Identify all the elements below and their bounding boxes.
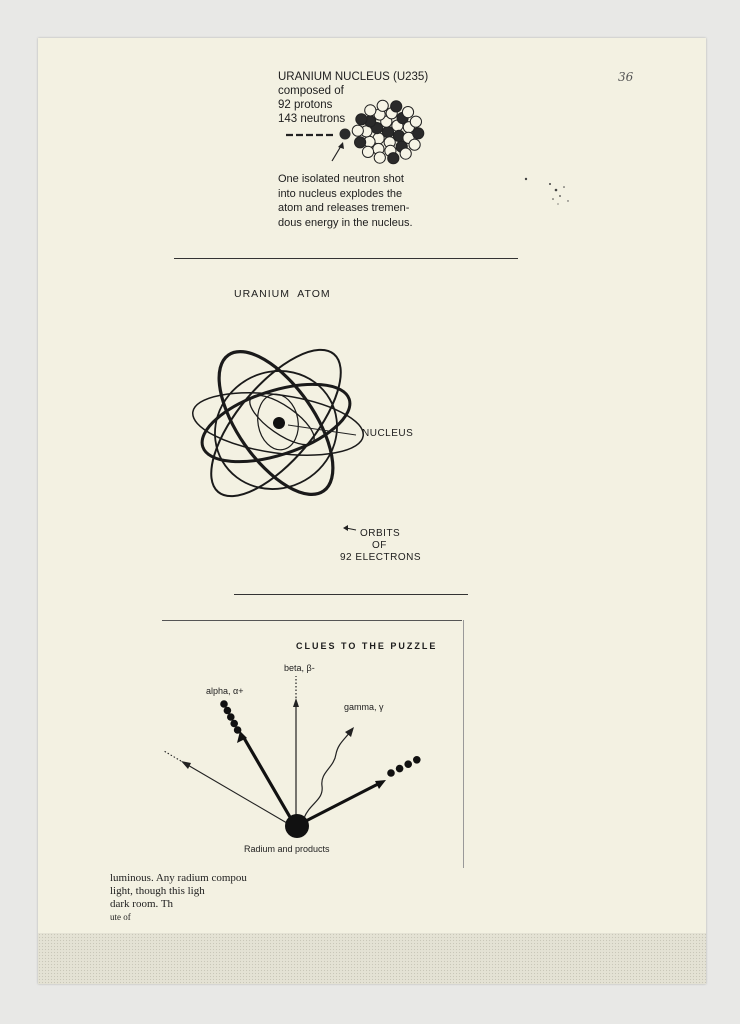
alpha-label: alpha, α+ <box>206 686 244 696</box>
body-text-line-4: ute of <box>110 912 131 922</box>
neutron-particle <box>402 107 413 118</box>
neutron-particle <box>365 105 376 116</box>
orbits-label-3: 92 ELECTRONS <box>340 552 422 563</box>
nucleus-line-3: 143 neutrons <box>278 113 346 125</box>
illustrations <box>38 38 706 984</box>
neutron-particle <box>362 146 373 157</box>
proton-particle <box>355 137 366 148</box>
nucleus-desc-4: dous energy in the nucleus. <box>278 216 413 229</box>
proton-particle <box>391 101 402 112</box>
nucleus-arrow <box>332 142 344 161</box>
right-particle-dots <box>387 756 420 777</box>
orbits-label-2: OF <box>372 540 387 551</box>
particle-dot <box>234 726 242 734</box>
particle-dot <box>396 765 404 773</box>
body-text-line-1: luminous. Any radium compou <box>110 872 247 884</box>
particle-dot <box>230 720 238 728</box>
nucleus-desc-2: into nucleus explodes the <box>278 187 403 200</box>
clues-title: CLUES TO THE PUZZLE <box>296 641 438 651</box>
body-text-line-2: light, though this ligh <box>110 885 205 897</box>
particle-dot <box>413 756 421 764</box>
neutron-particle <box>374 152 385 163</box>
neutron-particle <box>377 100 388 111</box>
particle-dot <box>227 713 235 721</box>
proton-particle <box>356 114 367 125</box>
scan-speckles <box>525 178 569 205</box>
proton-particle <box>388 153 399 164</box>
beta-label: beta, β- <box>284 663 315 673</box>
neutron-particle <box>352 125 363 136</box>
alpha-particle-dots <box>220 700 241 734</box>
nucleus-line-1: composed of <box>278 85 344 97</box>
particle-dot <box>220 700 228 708</box>
nucleus-line-2: 92 protons <box>278 99 333 111</box>
nucleus-label: NUCLEUS <box>362 428 414 439</box>
neutron-particle <box>410 116 421 127</box>
gamma-label: gamma, γ <box>344 702 384 712</box>
particle-dot <box>387 769 395 777</box>
atom-title: URANIUM ATOM <box>234 288 331 300</box>
nucleus-title: URANIUM NUCLEUS (U235) <box>278 71 429 83</box>
proton-particle <box>413 128 424 139</box>
incoming-neutron <box>340 129 351 140</box>
uranium-nucleus-cluster <box>352 100 424 164</box>
radiation-diagram <box>164 676 386 838</box>
particle-dot <box>224 707 232 715</box>
neutron-particle <box>400 148 411 159</box>
nucleus-desc-1: One isolated neutron shot <box>278 173 404 185</box>
document-page <box>38 38 706 984</box>
page-number: 36 <box>618 70 634 84</box>
orbits-pointer-arrow <box>343 525 356 531</box>
orbits-label-1: ORBITS <box>360 528 401 539</box>
neutron-particle <box>409 139 420 150</box>
nucleus-desc-3: atom and releases tremen- <box>278 202 410 214</box>
body-text-line-3: dark room. Th <box>110 898 174 910</box>
radium-label: Radium and products <box>244 844 330 854</box>
particle-dot <box>404 760 412 768</box>
atom-nucleus-dot <box>273 417 285 429</box>
